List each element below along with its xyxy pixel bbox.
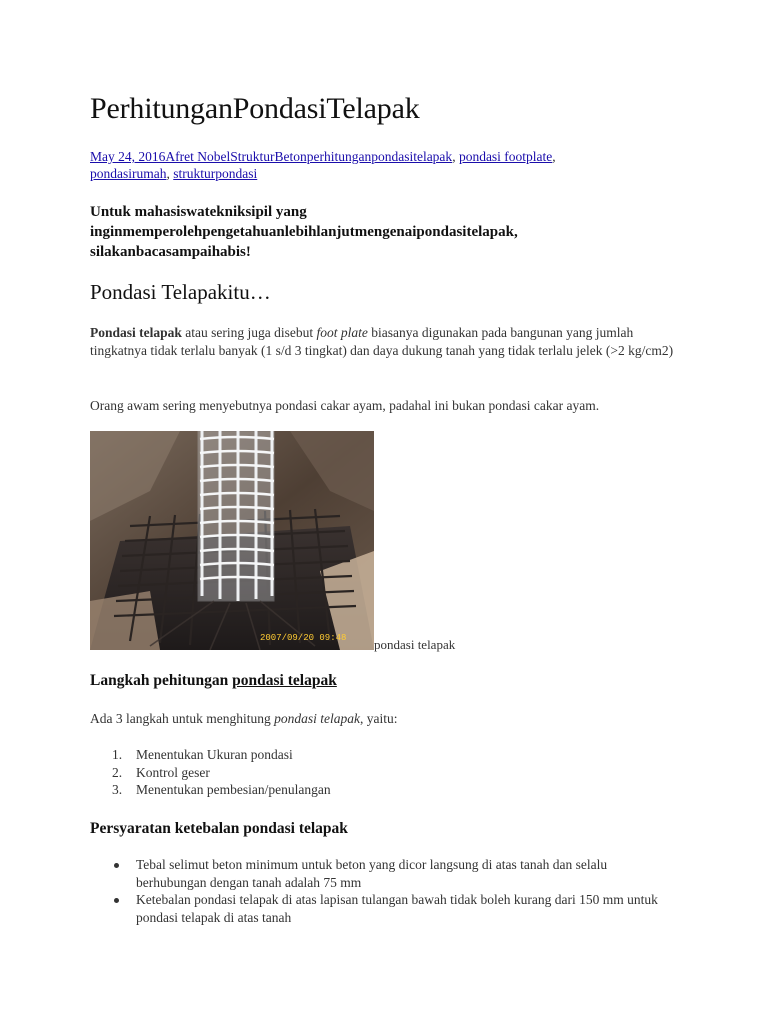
tag-link-pondasirumah[interactable]: pondasirumah <box>90 166 167 181</box>
paragraph-cakar-ayam: Orang awam sering menyebutnya pondasi cakar ayam, padahal ini bukan pondasi cakar ayam. <box>90 398 600 413</box>
list-item <box>90 856 670 891</box>
list-item <box>90 781 331 799</box>
list-item <box>90 764 331 782</box>
intro-text: Untuk mahasiswatekniksipil yang inginmemperolehpengetahuanlebihlanjutmengenaipondasitelapak, silakanbacasampaihabis! <box>90 204 518 260</box>
svg-text:2007/09/20 09:48: 2007/09/20 09:48 <box>260 633 347 643</box>
post-meta <box>90 148 650 182</box>
meta-separator: , <box>452 149 459 164</box>
list-number: 2. <box>112 764 123 780</box>
section-heading: Pondasi Telapakitu… <box>90 280 271 304</box>
subheading-persyaratan: Persyaratan ketebalan pondasi telapak <box>90 820 348 837</box>
list-item-text: Ketebalan pondasi telapak di atas lapisan tulangan bawah tidak boleh kurang dari 150 mm untuk pondasi telapak di atas tanah <box>136 892 658 925</box>
foundation-photo <box>90 431 374 650</box>
paragraph-text: Ada 3 langkah untuk menghitung <box>90 711 275 726</box>
list-number: 3. <box>112 782 123 797</box>
list-item-text: Kontrol geser <box>136 764 210 780</box>
subheading-text: Langkah pehitungan <box>90 672 233 689</box>
paragraph-text: atau sering juga disebut <box>181 325 317 340</box>
requirements-list <box>90 856 670 926</box>
tag-link-strukturpondasi[interactable]: strukturpondasi <box>173 166 258 181</box>
paragraph-steps-intro <box>90 711 690 727</box>
steps-list <box>90 746 331 799</box>
subheading-langkah <box>90 672 337 690</box>
page-title: PerhitunganPondasiTelapak <box>90 92 420 125</box>
italic-term: pondasi telapak <box>274 711 360 726</box>
paragraph-text: , yaitu: <box>359 711 398 726</box>
bullet-icon <box>114 863 119 868</box>
paragraph-definition <box>90 324 690 359</box>
photo-caption: pondasi telapak <box>374 637 456 652</box>
post-date-link[interactable]: May 24, 2016Afret NobelStrukturBetonperhitunganpondasitelapak <box>90 149 453 164</box>
list-number: 1. <box>112 747 123 762</box>
tag-link-pondasi-footplate[interactable]: pondasi footplate <box>458 149 553 164</box>
list-item-text: Tebal selimut beton minimum untuk beton yang dicor langsung di atas tanah dan selalu berhubungan dengan tanah adalah 75 mm <box>136 857 608 890</box>
bold-term: Pondasi telapak <box>90 325 182 340</box>
meta-separator: , <box>166 166 174 181</box>
list-item-text: Menentukan pembesian/penulangan <box>136 782 331 797</box>
paragraph-text: biasanya digunakan pada bangunan yang jumlah tingkatnya tidak terlalu banyak (1 s/d 3 tingkat) dan daya dukung tanah yang tidak terlalu jelek (>2 kg/cm2) <box>90 325 674 358</box>
list-item <box>90 891 670 926</box>
bullet-icon <box>114 898 119 903</box>
photo-timestamp <box>260 633 346 643</box>
subheading-underlined: pondasi telapak <box>232 672 337 689</box>
italic-term: foot plate <box>316 325 368 340</box>
meta-separator: , <box>552 149 556 164</box>
list-item-text: Menentukan Ukuran pondasi <box>136 747 293 762</box>
list-item <box>90 746 331 764</box>
